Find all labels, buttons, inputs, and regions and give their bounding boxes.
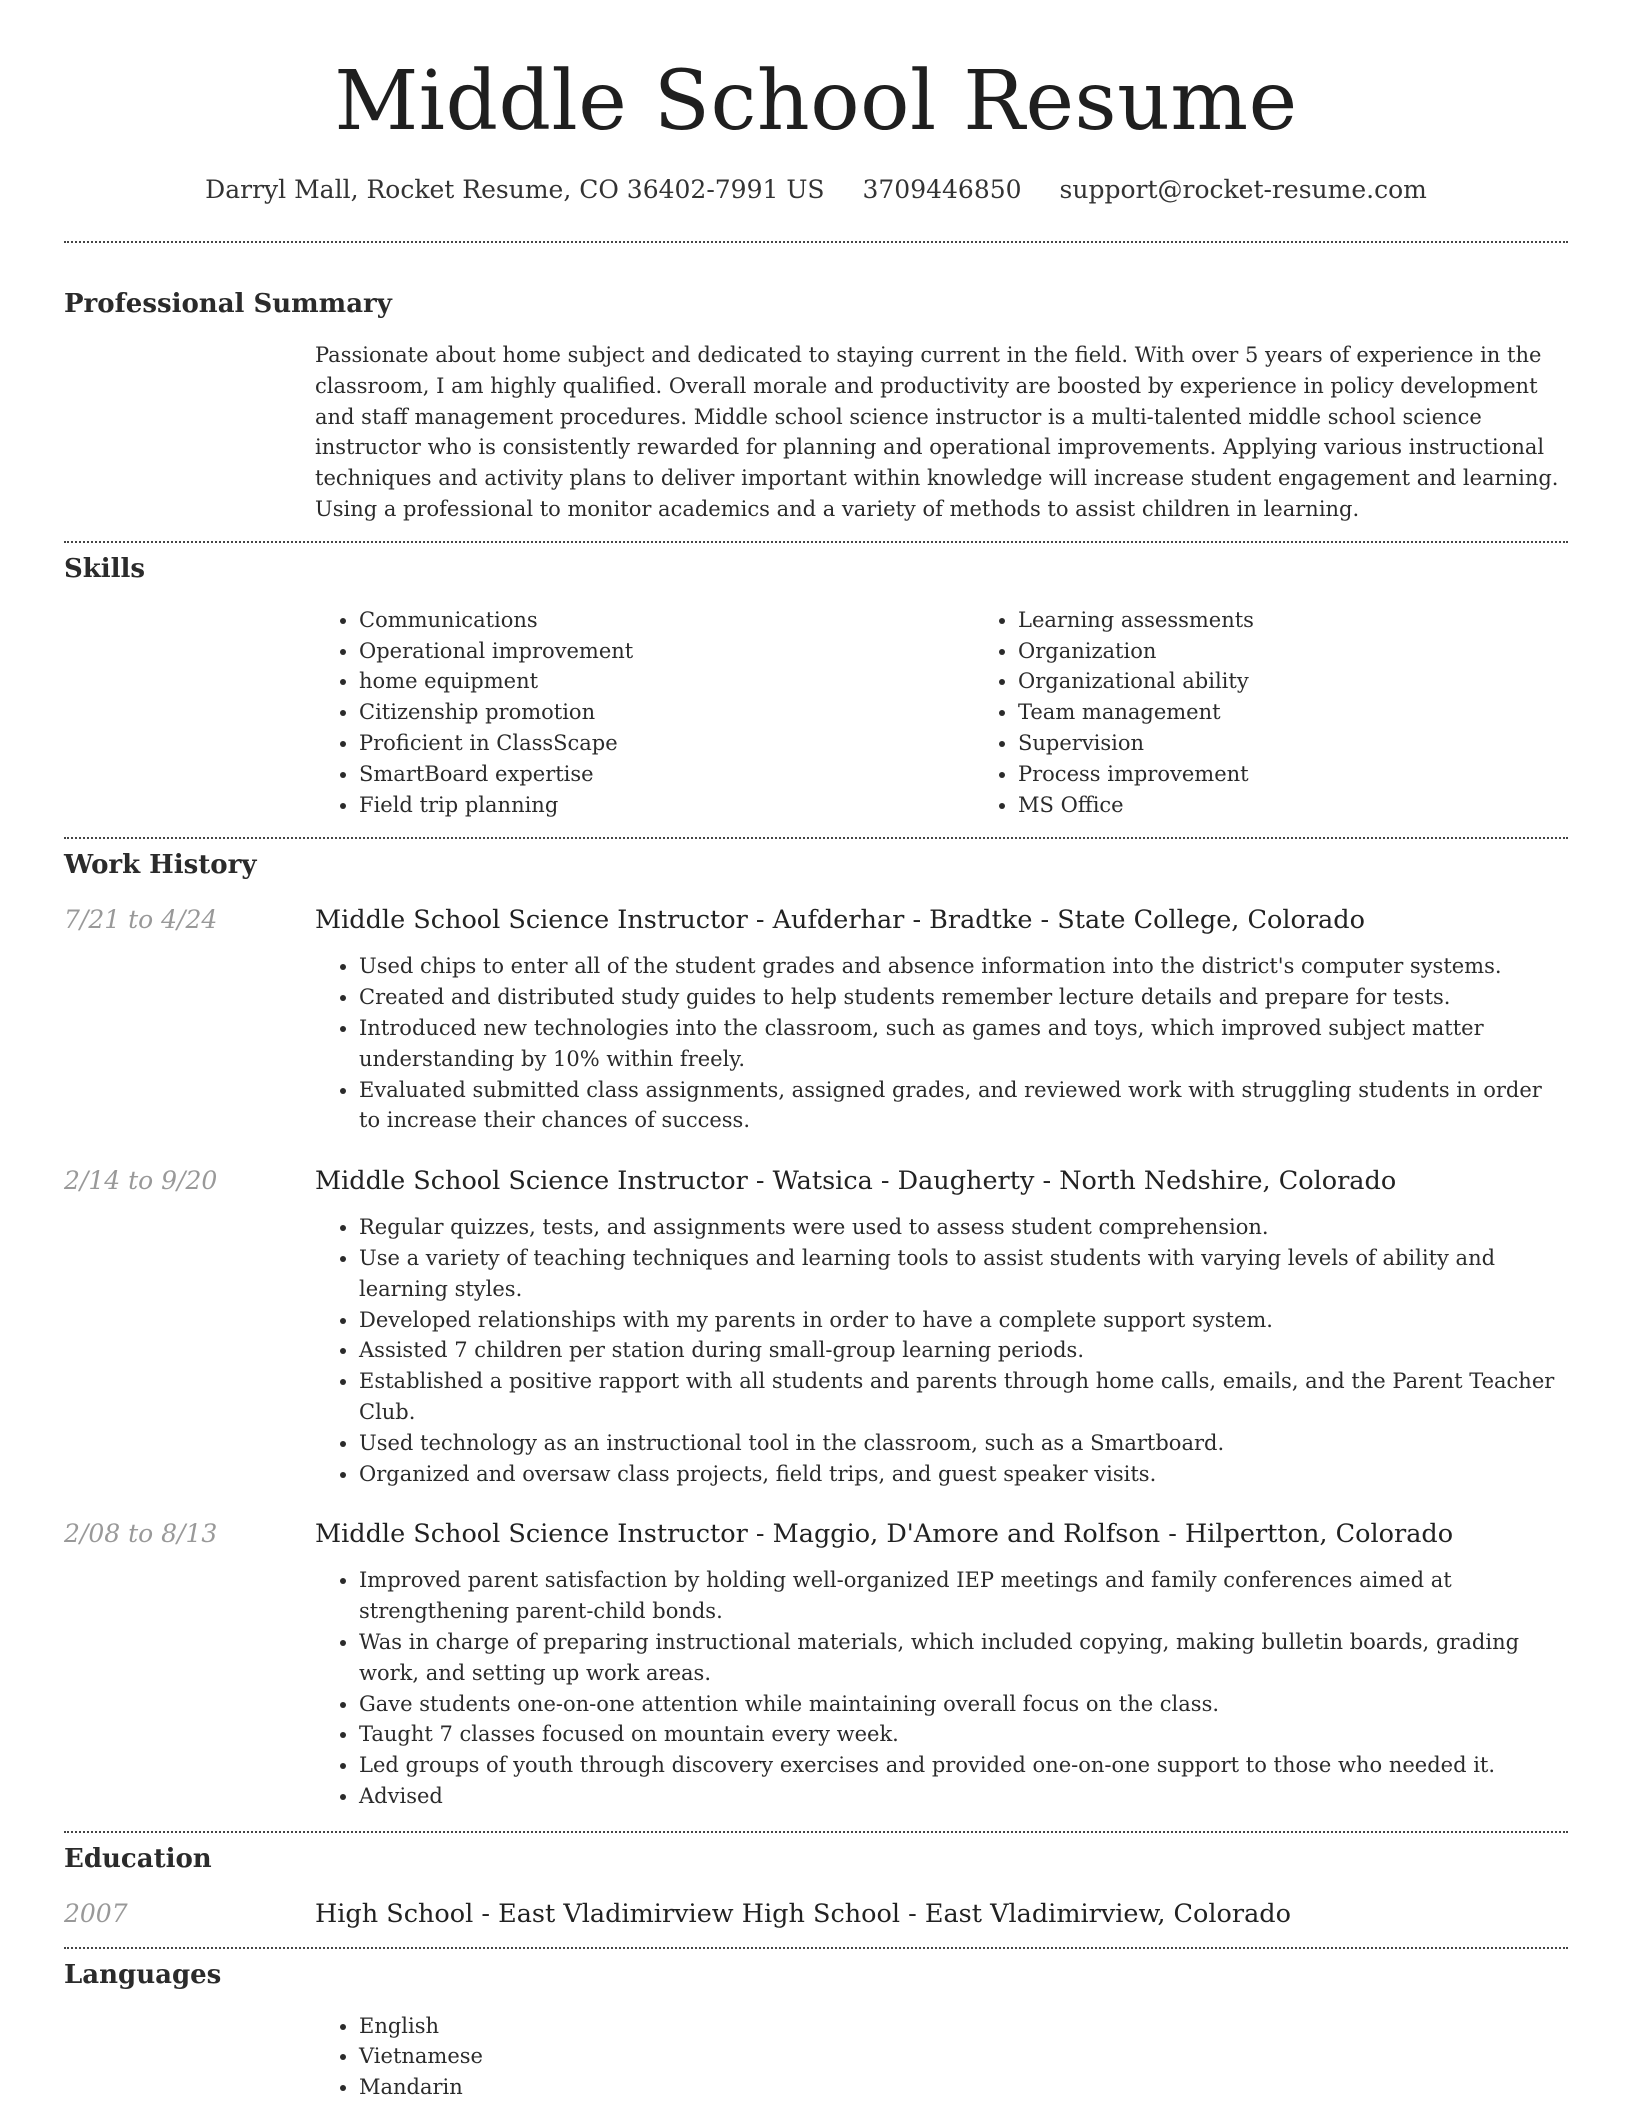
contact-line [64,172,1568,208]
job-bullets [315,1212,1568,1489]
job-bullet: • Use a variety of teaching techniques and learning tools to assist students with varying levels of ability and learning styles. [359,1243,1568,1305]
job-bullet: • Organized and oversaw class projects, field trips, and guest speaker visits. [359,1459,1568,1490]
skill-item: • Team management [1018,697,1632,728]
job-entry [64,902,1568,1136]
job-bullet: • Assisted 7 children per station during small-group learning periods. [359,1335,1568,1366]
language-item: • English [359,2011,1568,2042]
job-title: Middle School Science Instructor - Aufderhar - Bradtke - State College, Colorado [315,905,1365,936]
job-bullet: • Led groups of youth through discovery exercises and provided one-on-one support to those who needed it. [359,1750,1568,1781]
skills-list-right [974,605,1632,821]
skill-item: • Supervision [1018,728,1632,759]
job-dates: 7/21 to 4/24 [64,905,218,935]
skills-section [64,552,1568,821]
education-heading: Education [64,1843,212,1874]
summary-heading: Professional Summary [64,289,392,319]
skill-item: • SmartBoard expertise [359,759,974,790]
contact-address: Darryl Mall, Rocket Resume, CO 36402-7991 US [205,175,825,204]
job-bullet: • Taught 7 classes focused on mountain every week. [359,1719,1568,1750]
skill-item: • Citizenship promotion [359,697,974,728]
job-bullet: • Used technology as an instructional tool in the classroom, such as a Smartboard. [359,1428,1568,1459]
job-bullet: • Evaluated submitted class assignments, assigned grades, and reviewed work with struggling students in order to increase their chances of success. [359,1075,1568,1137]
education-entry: High School - East Vladimirview High School - East Vladimirview, Colorado [315,1898,1291,1929]
job-bullet: • Regular quizzes, tests, and assignments were used to assess student comprehension. [359,1212,1568,1243]
job-bullet: • Used chips to enter all of the student grades and absence information into the district's computer systems. [359,951,1568,982]
job-bullet: • Introduced new technologies into the classroom, such as games and toys, which improved subject matter understanding by 10% within freely. [359,1013,1568,1075]
job-bullets [315,951,1568,1136]
job-bullet: • Was in charge of preparing instructional materials, which included copying, making bulletin boards, grading work, and setting up work areas. [359,1627,1568,1689]
work-section [64,848,1568,1811]
languages-section [64,1958,1568,2103]
skill-item: • home equipment [359,666,974,697]
divider [64,837,1568,839]
job-dates: 2/14 to 9/20 [64,1166,218,1196]
education-year: 2007 [64,1898,128,1928]
skill-item: • Communications [359,605,974,636]
skills-heading: Skills [64,553,146,584]
skill-item: • Field trip planning [359,790,974,821]
languages-list [315,2011,1568,2103]
job-title: Middle School Science Instructor - Maggio, D'Amore and Rolfson - Hilpertton, Colorado [315,1519,1454,1550]
divider [64,541,1568,543]
skills-list-left [315,605,974,821]
summary-section [64,287,1568,525]
page-title: Middle School Resume [334,54,1298,149]
job-entry [64,1163,1568,1489]
job-bullet: • Established a positive rapport with all students and parents through home calls, emails, and the Parent Teacher Club. [359,1366,1568,1428]
skill-item: • Organizational ability [1018,666,1632,697]
job-bullet: • Improved parent satisfaction by holding well-organized IEP meetings and family conferences aimed at strengthening parent-child bonds. [359,1565,1568,1627]
summary-text: Passionate about home subject and dedicated to staying current in the field. With over 5 years of experience in the classroom, I am highly qualified. Overall morale and productivity are boosted by experience in policy development and staff management procedures. Middle school science instructor is a multi-talented middle school science instructor who is consistently rewarded for planning and operational improvements. Applying various instructional techniques and activity plans to deliver important within knowledge will increase student engagement and learning. Using a professional to monitor academics and a variety of methods to assist children in learning. [315,343,1559,521]
language-item: • Vietnamese [359,2041,1568,2072]
skill-item: • Organization [1018,636,1632,667]
divider [64,1947,1568,1949]
job-bullet: • Advised [359,1781,1568,1812]
skill-item: • Learning assessments [1018,605,1632,636]
job-entry [64,1516,1568,1811]
job-bullets [315,1565,1568,1811]
job-bullet: • Gave students one-on-one attention while maintaining overall focus on the class. [359,1689,1568,1720]
job-bullet: • Created and distributed study guides to help students remember lecture details and prepare for tests. [359,982,1568,1013]
job-bullet: • Developed relationships with my parents in order to have a complete support system. [359,1305,1568,1336]
job-title: Middle School Science Instructor - Watsica - Daugherty - North Nedshire, Colorado [315,1166,1397,1197]
language-item: • Mandarin [359,2072,1568,2103]
education-section [64,1842,1568,1932]
work-heading: Work History [64,850,257,881]
languages-heading: Languages [64,1959,222,1990]
skill-item: • Process improvement [1018,759,1632,790]
divider [64,241,1568,243]
skill-item: • MS Office [1018,790,1632,821]
contact-phone: 3709446850 [862,175,1022,204]
job-dates: 2/08 to 8/13 [64,1519,218,1549]
contact-email: support@rocket-resume.com [1059,175,1427,204]
skill-item: • Operational improvement [359,636,974,667]
skill-item: • Proficient in ClassScape [359,728,974,759]
divider [64,1831,1568,1833]
